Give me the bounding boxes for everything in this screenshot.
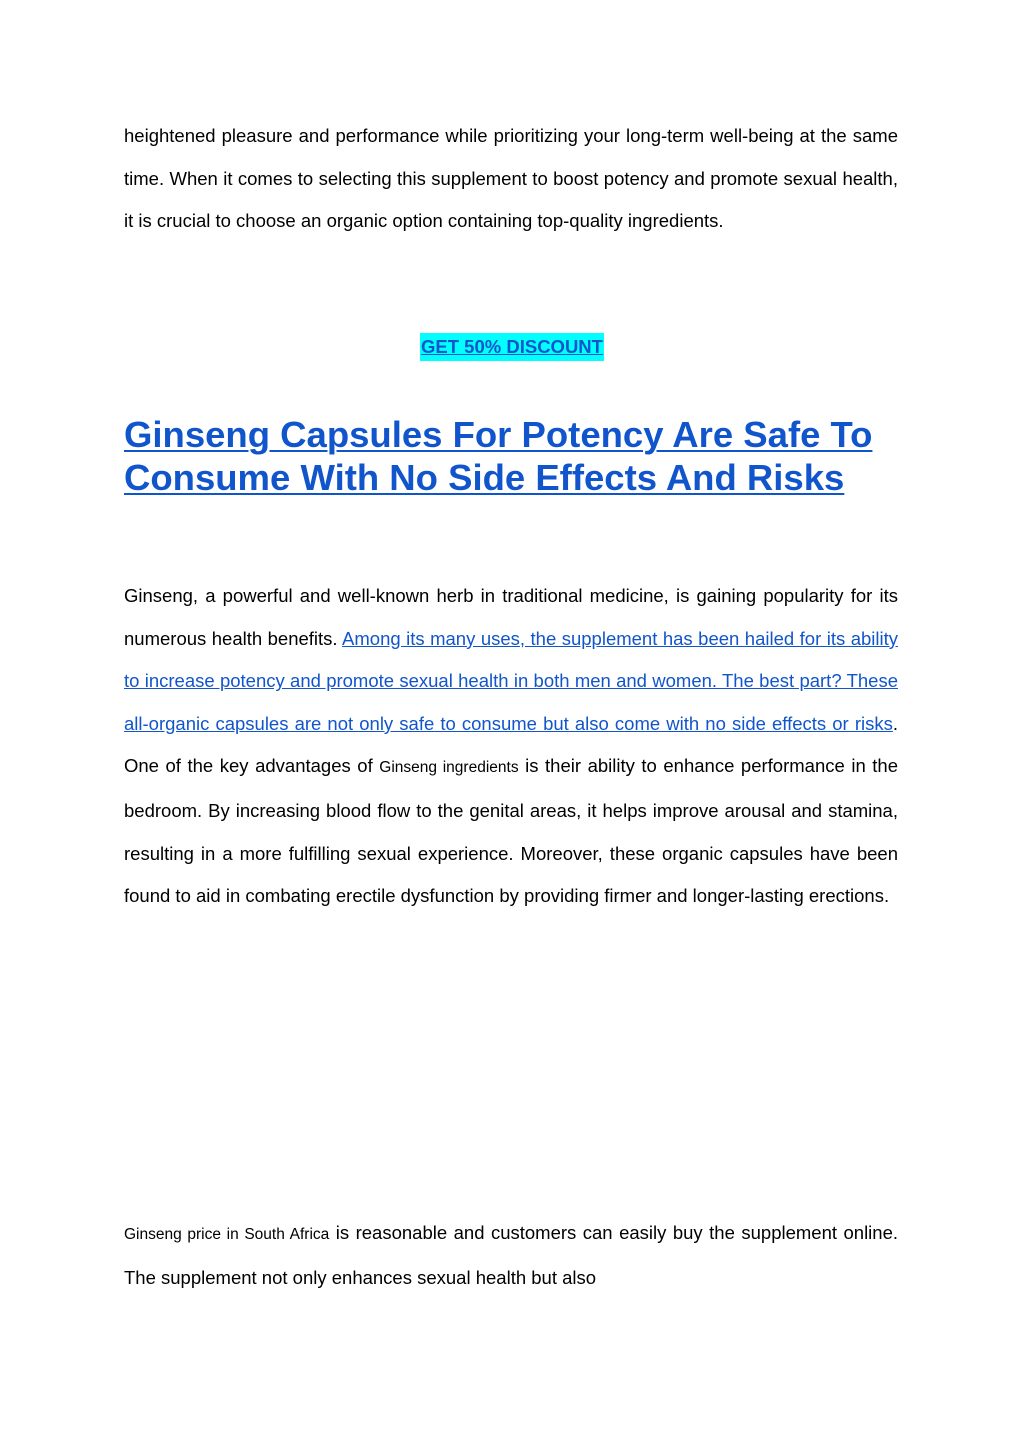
benefits-rest-text: is their ability to enhance performance in the bedroom. By increasing blood flow to the genital areas, it helps improve arousal and stamina, resulting in a more fulfilling sexual experience. Moreover, these organic capsules have been found to aid in combating erectile dysfunction by providing firmer and longer-lasting erections. bbox=[124, 755, 898, 907]
paragraph-price bbox=[124, 1212, 898, 1299]
paragraph-benefits bbox=[124, 575, 898, 918]
section-heading-link[interactable]: Ginseng Capsules For Potency Are Safe To Consume With No Side Effects And Risks bbox=[124, 414, 873, 498]
discount-cta-row bbox=[0, 333, 1024, 361]
price-rest-text: is reasonable and customers can easily buy the supplement online. The supplement not only enhances sexual health but also bbox=[124, 1222, 899, 1288]
ginseng-price-phrase: Ginseng price in South Africa bbox=[124, 1226, 330, 1243]
paragraph-intro bbox=[124, 115, 898, 243]
ginseng-ingredients-phrase: Ginseng ingredients bbox=[379, 759, 519, 777]
benefits-after-link-text: . One of the key advantages of bbox=[124, 712, 898, 777]
supplement-benefits-link[interactable]: Among its many uses, the supplement has been hailed for its ability to increase potency and promote sexual health in both men and women. The best part? These all-organic capsules are not only safe to consume but also come with no side effects or risks bbox=[124, 627, 898, 734]
paragraph-intro-text: heightened pleasure and performance while prioritizing your long-term well-being at the same time. When it comes to selecting this supplement to boost potency and promote sexual health, it is crucial to choose an organic option containing top-quality ingredients. bbox=[124, 125, 898, 232]
benefits-intro-text: Ginseng, a powerful and well-known herb in traditional medicine, is gaining popularity for its numerous health benefits. bbox=[124, 585, 898, 649]
get-discount-link[interactable]: GET 50% DISCOUNT bbox=[420, 333, 604, 361]
